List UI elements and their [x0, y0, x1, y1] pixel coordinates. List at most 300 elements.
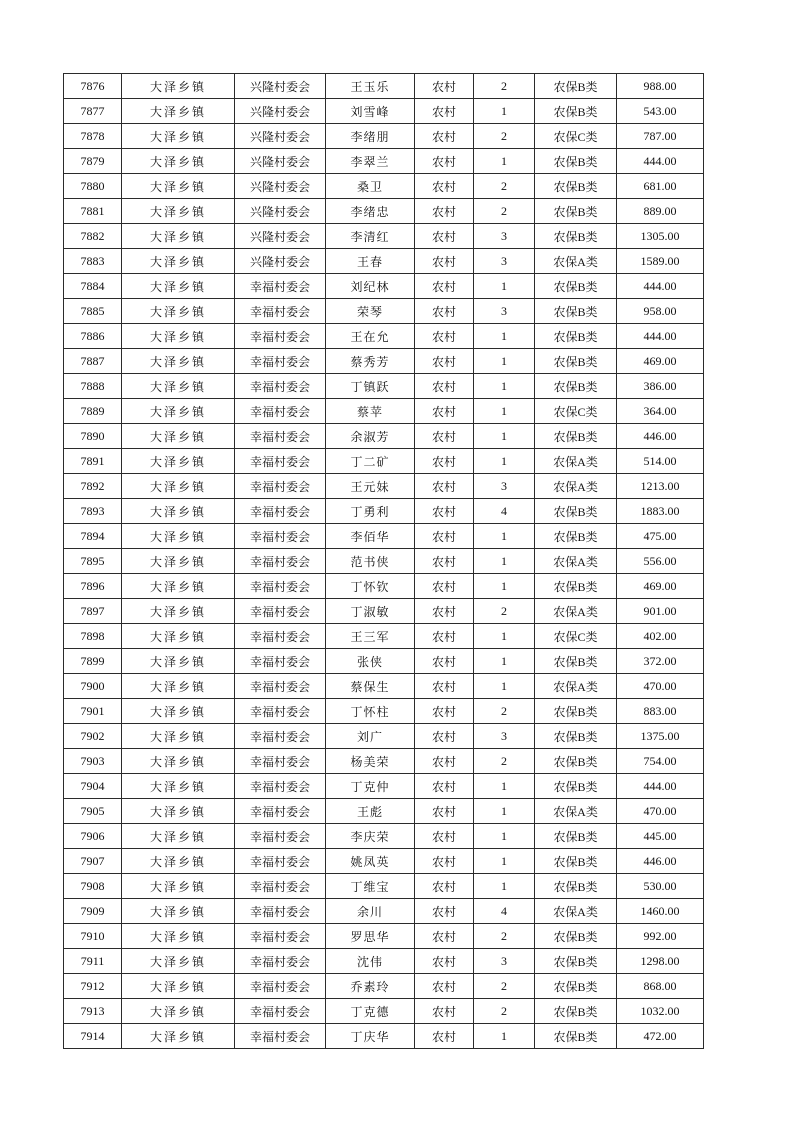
cell-name: 李绪忠: [326, 199, 415, 224]
cell-village: 幸福村委会: [235, 724, 326, 749]
cell-village: 幸福村委会: [235, 824, 326, 849]
cell-count: 1: [474, 349, 535, 374]
cell-name: 李翠兰: [326, 149, 415, 174]
cell-amount: 901.00: [617, 599, 704, 624]
cell-type: 农保A类: [535, 549, 617, 574]
cell-amount: 446.00: [617, 849, 704, 874]
cell-type: 农保B类: [535, 99, 617, 124]
cell-village: 幸福村委会: [235, 274, 326, 299]
cell-village: 幸福村委会: [235, 974, 326, 999]
cell-category: 农村: [415, 224, 474, 249]
cell-id: 7899: [64, 649, 122, 674]
cell-name: 余川: [326, 899, 415, 924]
table-row: [64, 149, 704, 174]
cell-name: 桑卫: [326, 174, 415, 199]
cell-id: 7877: [64, 99, 122, 124]
cell-category: 农村: [415, 449, 474, 474]
cell-id: 7882: [64, 224, 122, 249]
cell-type: 农保B类: [535, 1024, 617, 1049]
cell-count: 1: [474, 524, 535, 549]
cell-name: 杨美荣: [326, 749, 415, 774]
cell-category: 农村: [415, 849, 474, 874]
cell-type: 农保B类: [535, 824, 617, 849]
cell-id: 7897: [64, 599, 122, 624]
cell-count: 3: [474, 949, 535, 974]
cell-count: 1: [474, 799, 535, 824]
table-row: [64, 674, 704, 699]
cell-type: 农保B类: [535, 924, 617, 949]
cell-amount: 1589.00: [617, 249, 704, 274]
cell-village: 幸福村委会: [235, 649, 326, 674]
cell-village: 幸福村委会: [235, 399, 326, 424]
cell-town: 大泽乡镇: [122, 424, 235, 449]
cell-category: 农村: [415, 949, 474, 974]
cell-type: 农保B类: [535, 524, 617, 549]
cell-id: 7885: [64, 299, 122, 324]
cell-town: 大泽乡镇: [122, 924, 235, 949]
cell-amount: 1032.00: [617, 999, 704, 1024]
cell-id: 7900: [64, 674, 122, 699]
cell-count: 1: [474, 274, 535, 299]
cell-id: 7907: [64, 849, 122, 874]
cell-id: 7909: [64, 899, 122, 924]
cell-count: 1: [474, 824, 535, 849]
cell-name: 丁怀钦: [326, 574, 415, 599]
cell-village: 兴隆村委会: [235, 149, 326, 174]
table-row: [64, 874, 704, 899]
cell-id: 7901: [64, 699, 122, 724]
cell-count: 2: [474, 124, 535, 149]
cell-village: 幸福村委会: [235, 349, 326, 374]
cell-name: 姚凤英: [326, 849, 415, 874]
cell-amount: 470.00: [617, 674, 704, 699]
cell-type: 农保B类: [535, 499, 617, 524]
cell-type: 农保B类: [535, 649, 617, 674]
cell-town: 大泽乡镇: [122, 74, 235, 99]
cell-amount: 1298.00: [617, 949, 704, 974]
cell-village: 幸福村委会: [235, 374, 326, 399]
cell-town: 大泽乡镇: [122, 699, 235, 724]
cell-category: 农村: [415, 174, 474, 199]
cell-id: 7881: [64, 199, 122, 224]
table-row: [64, 824, 704, 849]
cell-count: 3: [474, 724, 535, 749]
cell-name: 罗思华: [326, 924, 415, 949]
cell-id: 7914: [64, 1024, 122, 1049]
cell-type: 农保B类: [535, 349, 617, 374]
table-row: [64, 999, 704, 1024]
cell-count: 1: [474, 649, 535, 674]
cell-category: 农村: [415, 774, 474, 799]
cell-name: 丁克仲: [326, 774, 415, 799]
cell-town: 大泽乡镇: [122, 599, 235, 624]
cell-amount: 988.00: [617, 74, 704, 99]
cell-count: 3: [474, 474, 535, 499]
cell-id: 7879: [64, 149, 122, 174]
cell-amount: 1213.00: [617, 474, 704, 499]
cell-category: 农村: [415, 974, 474, 999]
cell-town: 大泽乡镇: [122, 574, 235, 599]
table-row: [64, 124, 704, 149]
cell-amount: 1460.00: [617, 899, 704, 924]
cell-type: 农保A类: [535, 474, 617, 499]
table-row: [64, 924, 704, 949]
table-row: [64, 724, 704, 749]
cell-type: 农保B类: [535, 874, 617, 899]
cell-category: 农村: [415, 624, 474, 649]
table-row: [64, 224, 704, 249]
cell-amount: 444.00: [617, 324, 704, 349]
table-row: [64, 174, 704, 199]
cell-type: 农保B类: [535, 774, 617, 799]
cell-amount: 444.00: [617, 774, 704, 799]
cell-id: 7876: [64, 74, 122, 99]
cell-category: 农村: [415, 899, 474, 924]
cell-count: 2: [474, 749, 535, 774]
cell-amount: 446.00: [617, 424, 704, 449]
cell-name: 丁二矿: [326, 449, 415, 474]
cell-town: 大泽乡镇: [122, 974, 235, 999]
table-row: [64, 749, 704, 774]
cell-category: 农村: [415, 324, 474, 349]
cell-id: 7880: [64, 174, 122, 199]
table-row: [64, 949, 704, 974]
cell-count: 3: [474, 224, 535, 249]
cell-village: 幸福村委会: [235, 1024, 326, 1049]
cell-amount: 444.00: [617, 274, 704, 299]
cell-village: 幸福村委会: [235, 624, 326, 649]
cell-town: 大泽乡镇: [122, 949, 235, 974]
cell-name: 丁克德: [326, 999, 415, 1024]
cell-amount: 364.00: [617, 399, 704, 424]
cell-id: 7890: [64, 424, 122, 449]
table-row: [64, 849, 704, 874]
cell-type: 农保C类: [535, 124, 617, 149]
cell-amount: 472.00: [617, 1024, 704, 1049]
cell-category: 农村: [415, 1024, 474, 1049]
cell-amount: 469.00: [617, 349, 704, 374]
cell-id: 7894: [64, 524, 122, 549]
cell-type: 农保B类: [535, 174, 617, 199]
cell-type: 农保B类: [535, 199, 617, 224]
cell-amount: 958.00: [617, 299, 704, 324]
table-row: [64, 1024, 704, 1049]
cell-name: 李佰华: [326, 524, 415, 549]
table-row: [64, 324, 704, 349]
cell-name: 余淑芳: [326, 424, 415, 449]
cell-village: 幸福村委会: [235, 449, 326, 474]
cell-count: 4: [474, 899, 535, 924]
cell-category: 农村: [415, 649, 474, 674]
cell-name: 王玉乐: [326, 74, 415, 99]
cell-name: 丁维宝: [326, 874, 415, 899]
cell-amount: 402.00: [617, 624, 704, 649]
cell-category: 农村: [415, 549, 474, 574]
cell-category: 农村: [415, 249, 474, 274]
cell-name: 丁怀柱: [326, 699, 415, 724]
cell-type: 农保B类: [535, 849, 617, 874]
cell-category: 农村: [415, 374, 474, 399]
cell-type: 农保B类: [535, 699, 617, 724]
cell-count: 1: [474, 774, 535, 799]
cell-count: 1: [474, 674, 535, 699]
cell-count: 2: [474, 974, 535, 999]
cell-town: 大泽乡镇: [122, 274, 235, 299]
cell-village: 兴隆村委会: [235, 199, 326, 224]
cell-village: 兴隆村委会: [235, 99, 326, 124]
cell-category: 农村: [415, 524, 474, 549]
cell-village: 幸福村委会: [235, 774, 326, 799]
cell-town: 大泽乡镇: [122, 224, 235, 249]
cell-type: 农保A类: [535, 449, 617, 474]
table-row: [64, 374, 704, 399]
cell-amount: 1305.00: [617, 224, 704, 249]
cell-category: 农村: [415, 999, 474, 1024]
cell-village: 幸福村委会: [235, 924, 326, 949]
cell-amount: 868.00: [617, 974, 704, 999]
cell-type: 农保C类: [535, 399, 617, 424]
table-row: [64, 424, 704, 449]
cell-village: 幸福村委会: [235, 524, 326, 549]
cell-count: 1: [474, 424, 535, 449]
table-row: [64, 899, 704, 924]
cell-town: 大泽乡镇: [122, 349, 235, 374]
cell-type: 农保A类: [535, 799, 617, 824]
table-row: [64, 249, 704, 274]
cell-count: 2: [474, 599, 535, 624]
cell-count: 1: [474, 574, 535, 599]
cell-town: 大泽乡镇: [122, 774, 235, 799]
cell-town: 大泽乡镇: [122, 874, 235, 899]
cell-village: 兴隆村委会: [235, 174, 326, 199]
cell-type: 农保B类: [535, 324, 617, 349]
cell-village: 兴隆村委会: [235, 224, 326, 249]
cell-count: 1: [474, 874, 535, 899]
cell-name: 刘雪峰: [326, 99, 415, 124]
cell-name: 王三军: [326, 624, 415, 649]
table-row: [64, 774, 704, 799]
cell-village: 幸福村委会: [235, 674, 326, 699]
cell-town: 大泽乡镇: [122, 549, 235, 574]
cell-amount: 754.00: [617, 749, 704, 774]
cell-category: 农村: [415, 924, 474, 949]
cell-name: 王元妹: [326, 474, 415, 499]
cell-count: 2: [474, 999, 535, 1024]
cell-id: 7910: [64, 924, 122, 949]
cell-name: 范书侠: [326, 549, 415, 574]
cell-village: 幸福村委会: [235, 549, 326, 574]
cell-town: 大泽乡镇: [122, 149, 235, 174]
cell-town: 大泽乡镇: [122, 899, 235, 924]
cell-amount: 386.00: [617, 374, 704, 399]
cell-name: 丁淑敏: [326, 599, 415, 624]
cell-id: 7891: [64, 449, 122, 474]
cell-id: 7912: [64, 974, 122, 999]
cell-village: 幸福村委会: [235, 874, 326, 899]
cell-category: 农村: [415, 274, 474, 299]
table-row: [64, 99, 704, 124]
cell-count: 2: [474, 699, 535, 724]
cell-town: 大泽乡镇: [122, 199, 235, 224]
table-row: [64, 649, 704, 674]
cell-category: 农村: [415, 99, 474, 124]
cell-type: 农保B类: [535, 274, 617, 299]
benefits-table-body: [64, 74, 704, 1049]
cell-amount: 883.00: [617, 699, 704, 724]
cell-amount: 530.00: [617, 874, 704, 899]
cell-amount: 787.00: [617, 124, 704, 149]
cell-amount: 470.00: [617, 799, 704, 824]
cell-village: 幸福村委会: [235, 699, 326, 724]
cell-type: 农保B类: [535, 999, 617, 1024]
cell-count: 1: [474, 374, 535, 399]
cell-category: 农村: [415, 724, 474, 749]
cell-name: 蔡苹: [326, 399, 415, 424]
cell-name: 李清红: [326, 224, 415, 249]
cell-name: 李庆荣: [326, 824, 415, 849]
table-row: [64, 399, 704, 424]
cell-amount: 556.00: [617, 549, 704, 574]
table-row: [64, 974, 704, 999]
cell-amount: 475.00: [617, 524, 704, 549]
table-row: [64, 799, 704, 824]
cell-town: 大泽乡镇: [122, 849, 235, 874]
cell-id: 7902: [64, 724, 122, 749]
cell-town: 大泽乡镇: [122, 499, 235, 524]
cell-village: 兴隆村委会: [235, 124, 326, 149]
cell-count: 2: [474, 924, 535, 949]
cell-town: 大泽乡镇: [122, 824, 235, 849]
cell-name: 蔡保生: [326, 674, 415, 699]
cell-count: 3: [474, 249, 535, 274]
cell-village: 幸福村委会: [235, 999, 326, 1024]
cell-id: 7913: [64, 999, 122, 1024]
cell-id: 7896: [64, 574, 122, 599]
table-row: [64, 299, 704, 324]
cell-amount: 514.00: [617, 449, 704, 474]
cell-id: 7898: [64, 624, 122, 649]
cell-id: 7893: [64, 499, 122, 524]
cell-category: 农村: [415, 499, 474, 524]
cell-id: 7884: [64, 274, 122, 299]
cell-type: 农保B类: [535, 149, 617, 174]
cell-town: 大泽乡镇: [122, 799, 235, 824]
cell-town: 大泽乡镇: [122, 624, 235, 649]
cell-id: 7906: [64, 824, 122, 849]
cell-id: 7895: [64, 549, 122, 574]
table-row: [64, 74, 704, 99]
cell-amount: 1375.00: [617, 724, 704, 749]
cell-id: 7905: [64, 799, 122, 824]
cell-town: 大泽乡镇: [122, 124, 235, 149]
cell-type: 农保B类: [535, 749, 617, 774]
cell-name: 沈伟: [326, 949, 415, 974]
cell-id: 7904: [64, 774, 122, 799]
cell-amount: 889.00: [617, 199, 704, 224]
cell-type: 农保A类: [535, 249, 617, 274]
cell-name: 王彪: [326, 799, 415, 824]
cell-village: 幸福村委会: [235, 499, 326, 524]
cell-amount: 681.00: [617, 174, 704, 199]
cell-category: 农村: [415, 799, 474, 824]
cell-amount: 992.00: [617, 924, 704, 949]
cell-category: 农村: [415, 124, 474, 149]
cell-name: 丁庆华: [326, 1024, 415, 1049]
cell-town: 大泽乡镇: [122, 1024, 235, 1049]
cell-count: 2: [474, 174, 535, 199]
cell-type: 农保B类: [535, 424, 617, 449]
cell-town: 大泽乡镇: [122, 674, 235, 699]
cell-type: 农保B类: [535, 949, 617, 974]
cell-type: 农保B类: [535, 574, 617, 599]
cell-amount: 1883.00: [617, 499, 704, 524]
cell-town: 大泽乡镇: [122, 524, 235, 549]
cell-category: 农村: [415, 199, 474, 224]
cell-name: 李绪朋: [326, 124, 415, 149]
cell-id: 7886: [64, 324, 122, 349]
cell-village: 幸福村委会: [235, 949, 326, 974]
cell-count: 1: [474, 99, 535, 124]
cell-category: 农村: [415, 399, 474, 424]
cell-town: 大泽乡镇: [122, 649, 235, 674]
cell-town: 大泽乡镇: [122, 474, 235, 499]
cell-category: 农村: [415, 699, 474, 724]
cell-village: 幸福村委会: [235, 424, 326, 449]
cell-count: 1: [474, 549, 535, 574]
table-row: [64, 199, 704, 224]
table-row: [64, 449, 704, 474]
table-row: [64, 474, 704, 499]
cell-id: 7883: [64, 249, 122, 274]
cell-count: 1: [474, 624, 535, 649]
cell-type: 农保B类: [535, 224, 617, 249]
cell-name: 丁镇跃: [326, 374, 415, 399]
table-row: [64, 274, 704, 299]
cell-amount: 445.00: [617, 824, 704, 849]
cell-town: 大泽乡镇: [122, 174, 235, 199]
cell-town: 大泽乡镇: [122, 749, 235, 774]
table-row: [64, 699, 704, 724]
cell-type: 农保A类: [535, 899, 617, 924]
cell-count: 2: [474, 74, 535, 99]
cell-amount: 372.00: [617, 649, 704, 674]
cell-category: 农村: [415, 599, 474, 624]
cell-count: 4: [474, 499, 535, 524]
table-row: [64, 499, 704, 524]
cell-village: 兴隆村委会: [235, 74, 326, 99]
cell-name: 丁勇利: [326, 499, 415, 524]
cell-name: 蔡秀芳: [326, 349, 415, 374]
cell-town: 大泽乡镇: [122, 99, 235, 124]
table-row: [64, 549, 704, 574]
cell-category: 农村: [415, 474, 474, 499]
cell-name: 刘广: [326, 724, 415, 749]
cell-id: 7908: [64, 874, 122, 899]
cell-type: 农保B类: [535, 974, 617, 999]
cell-town: 大泽乡镇: [122, 324, 235, 349]
cell-amount: 469.00: [617, 574, 704, 599]
cell-village: 幸福村委会: [235, 799, 326, 824]
cell-village: 幸福村委会: [235, 899, 326, 924]
cell-town: 大泽乡镇: [122, 449, 235, 474]
cell-village: 幸福村委会: [235, 324, 326, 349]
cell-name: 王在允: [326, 324, 415, 349]
cell-village: 幸福村委会: [235, 574, 326, 599]
cell-id: 7903: [64, 749, 122, 774]
cell-town: 大泽乡镇: [122, 999, 235, 1024]
cell-count: 1: [474, 849, 535, 874]
cell-amount: 543.00: [617, 99, 704, 124]
